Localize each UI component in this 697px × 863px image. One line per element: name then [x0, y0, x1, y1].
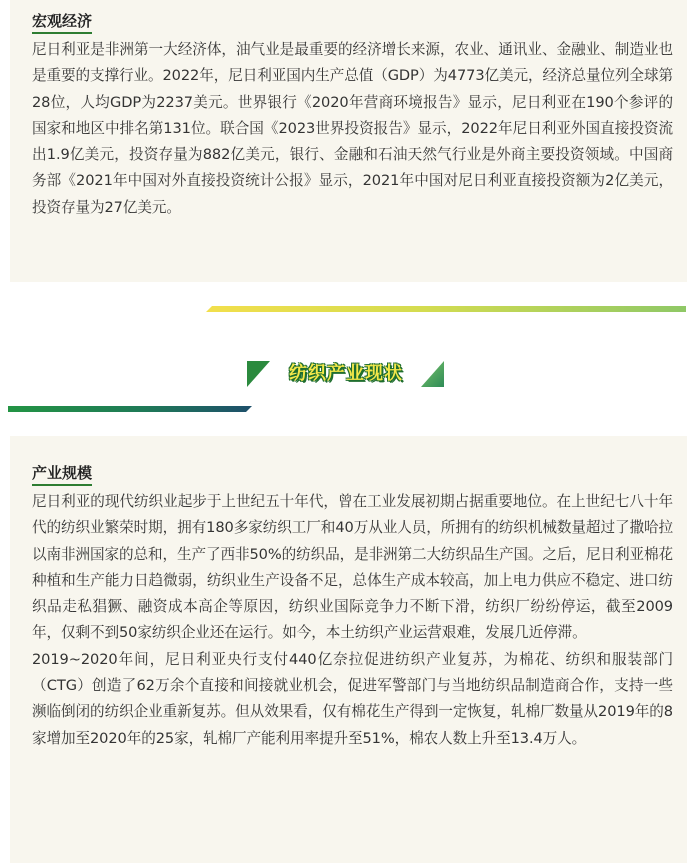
industry-scale-heading: 产业规模 — [32, 462, 92, 486]
macro-economy-card — [10, 0, 687, 282]
decorative-bottom-line — [8, 406, 252, 412]
decorative-top-line — [206, 306, 686, 312]
macro-economy-paragraph: 尼日利亚是非洲第一大经济体，油气业是最重要的经济增长来源，农业、通讯业、金融业、制造业也是重要的支撑行业。2022年，尼日利亚国内生产总值（GDP）为4773亿美元，经济总量位列全球第28位，人均GDP为2237美元。世界银行《2020年营商环境报告》显示，尼日利亚在190个参评的国家和地区中排名第131位。联合国《2023世界投资报告》显示，2022年尼日利亚外国直接投资流出1.9亿美元，投资存量为882亿美元，银行、金融和石油天然气行业是外商主要投资领域。中国商务部《2021年中国对外直接投资统计公报》显示，2021年中国对尼日利亚直接投资额为2亿美元，投资存量为27亿美元。 — [32, 41, 673, 216]
industry-scale-paragraph-1: 尼日利亚的现代纺织业起步于上世纪五十年代，曾在工业发展初期占据重要地位。在上世纪七八十年代的纺织业繁荣时期，拥有180多家纺织工厂和40万从业人员，所拥有的纺织机械数量超过了撒哈拉以南非洲国家的总和，生产了西非50%的纺织品，是非洲第二大纺织品生产国。之后，尼日利亚棉花种植和生产能力日趋微弱，纺织业生产设备不足，总体生产成本较高，加上电力供应不稳定、进口纺织品走私猖獗、融资成本高企等原因，纺织业国际竞争力不断下滑，纺织厂纷纷停运，截至2009年，仅剩不到50家纺织企业还在运行。如今，本土纺织产业运营艰难，发展几近停滞。 — [32, 493, 673, 642]
section-title: 纺织产业现状 — [289, 363, 403, 384]
section-title-banner — [0, 356, 697, 392]
industry-scale-paragraph-2: 2019~2020年间，尼日利亚央行支付440亿奈拉促进纺织产业复苏，为棉花、纺织和服装部门（CTG）创造了62万余个直接和间接就业机会，促进军警部门与当地纺织品制造商合作，支持一些濒临倒闭的纺织企业重新复苏。但从效果看，仅有棉花生产得到一定恢复，轧棉厂数量从2019年的8家增加至2020年的25家，轧棉厂产能利用率提升至51%，棉农人数上升至13.4万人。 — [32, 650, 673, 747]
right-triangle-icon — [421, 361, 444, 387]
left-triangle-icon — [247, 361, 270, 387]
industry-scale-card — [10, 436, 687, 863]
macro-economy-heading: 宏观经济 — [32, 10, 92, 34]
